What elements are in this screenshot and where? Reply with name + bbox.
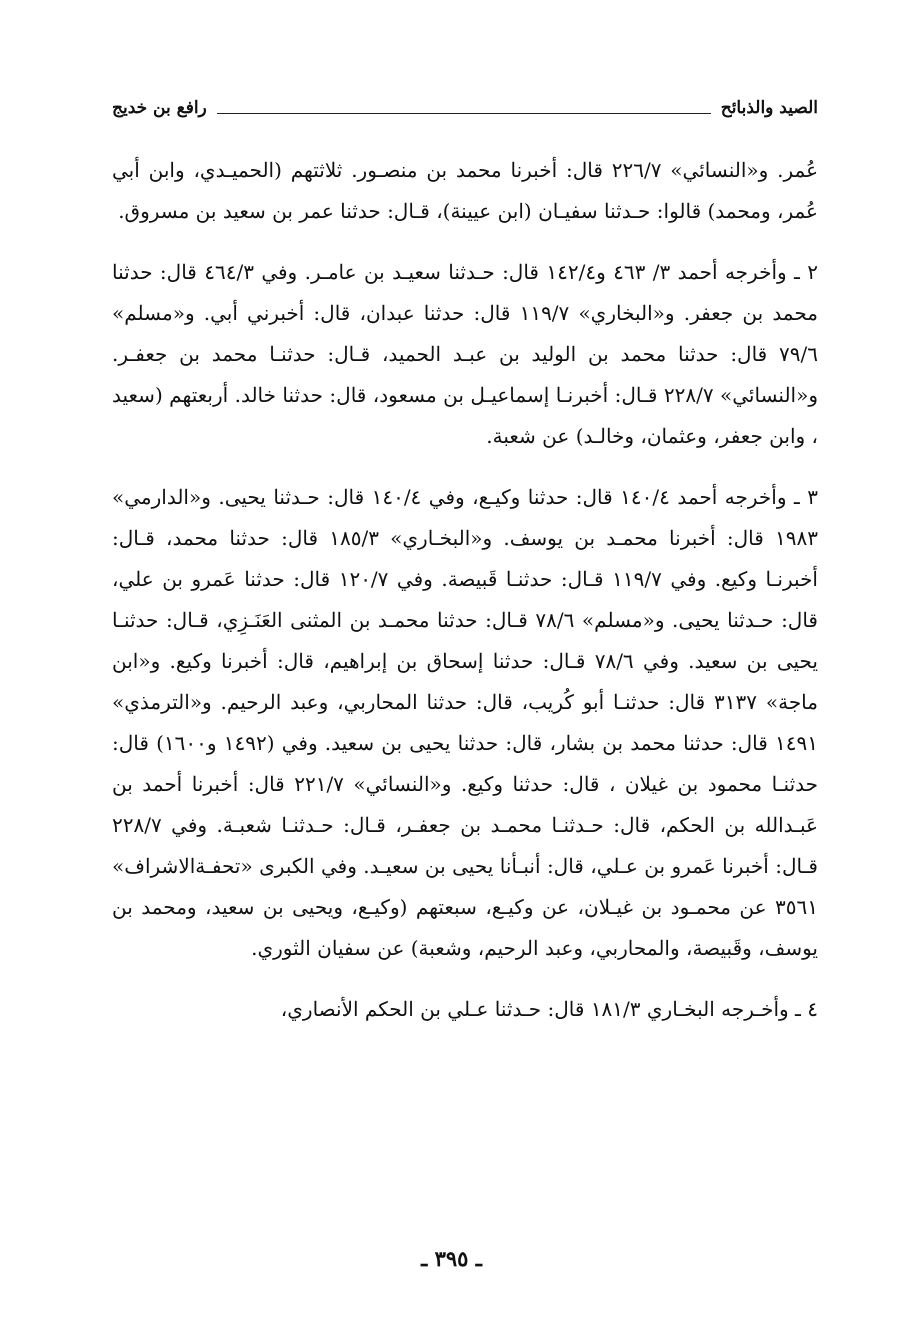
page-number: ـ ٣٩٥ ـ [421,1246,482,1271]
paragraph-continuation: عُمر. و«النسائي» ٢٢٦/٧ قال: أخبرنا محمد بن منصـور. ثلاثتهم (الحميـدي، وابن أبي عُمر، ومحمد) قالوا: حـدثنا سفيـان (ابن عيينة)، قـال: حدثنا عمر بن سعيد بن مسروق. [112,158,819,223]
paragraph-3: ٣ ـ وأخرجه أحمد ١٤٠/٤ قال: حدثنا وكيـع، وفي ١٤٠/٤ قال: حـدثنا يحيى. و«الدارمي» ١٩٨٣ قال: أخبرنا محمـد بن يوسف. و«البخـاري» ١٨٥/٣ قال: حدثنا محمد، قـال: أخبرنـا وكيع. وفي ١١٩/٧ قـال: حدثنـا قَبيصة. وفي ١٢٠/٧ قال: حدثنا عَمرو بن علي، قال: حـدثنا يحيى. و«مسلم» ٧٨/٦ قـال: حدثنا محمـد بن المثنى العَنَـزِي، قـال: حدثنـا يحيى بن سعيد. وفي ٧٨/٦ قـال: حدثنا إسحاق بن إبراهيم، قال: أخبرنا وكيع. و«ابن ماجة» ٣١٣٧ قال: حدثنـا أبو كُريب، قال: حدثنا المحاربي، وعبد الرحيم. و«الترمذي» ١٤٩١ قال: حدثنا محمد بن بشار، قال: حدثنا يحيى بن سعيد. وفي (١٤٩٢ و١٦٠٠) قال: حدثنـا محمود بن غيلان ، قال: حدثنا وكيع. و«النسائي» ٢٢١/٧ قال: أخبرنا أحمد بن عَبـدالله بن الحكم، قال: حـدثنـا محمـد بن جعفـر، قـال: حـدثنـا شعبـة. وفي ٢٢٨/٧ قـال: أخبرنا عَمرو بن عـلي، قال: أنبـأنا يحيى بن سعيـد. وفي الكبرى «تحفـةالاشراف» ٣٥٦١ عن محمـود بن غيـلان، عن وكيـع، سبعتهم (وكيـع، ويحيى بن سعيد، ومحمد بن يوسف، وقَبيصة، والمحاربي، وعبد الرحيم، وشعبة) عن سفيان الثوري. [112,485,819,960]
header-divider [217,113,711,114]
main-text [112,150,818,1050]
paragraph-2: ٢ ـ وأخرجه أحمد ٣/ ٤٦٣ و١٤٢/٤ قال: حـدثنا سعيـد بن عامـر. وفي ٤٦٤/٣ قال: حدثنا محمد بن جعفر. و«البخاري» ١١٩/٧ قال: حدثنا عبدان، قال: أخبرني أبي. و«مسلم» ٧٩/٦ قال: حدثنا محمد بن الوليد بن عبـد الحميد، قـال: حدثنـا محمد بن جعفـر. و«النسائي» ٢٢٨/٧ قـال: أخبرنـا إسماعيـل بن مسعود، قال: حدثنا خالد. أربعتهم (سعيد ، وابن جعفر، وعثمان، وخالـد) عن شعبة. [112,260,819,448]
section-title: رافع بن خديج [112,98,207,118]
running-header [112,86,818,120]
chapter-title: الصيد والذبائح [720,98,818,118]
paragraph-4: ٤ ـ وأخـرجه البخـاري ١٨١/٣ قال: حـدثنا عـلي بن الحكم الأنصاري، [280,997,818,1021]
